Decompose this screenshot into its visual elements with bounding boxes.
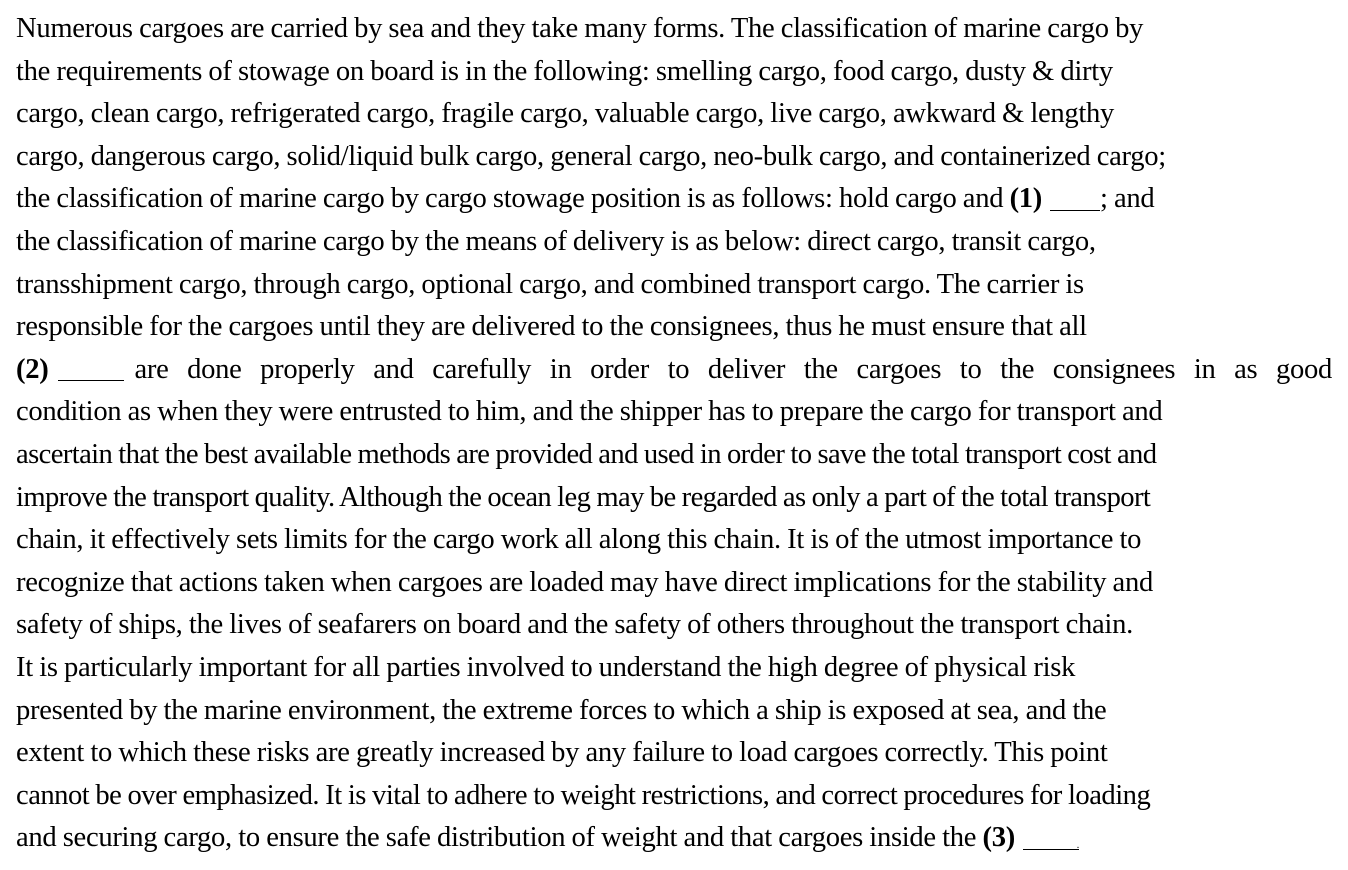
blank-label-1: (1)	[1009, 183, 1043, 215]
passage-line-5-text: the classification of marine cargo by cargo stowage position is as follows: hold cargo and	[16, 183, 1004, 215]
passage-line-14: recognize that actions taken when cargoes are loaded may have direct implications for the stability and	[16, 566, 1153, 598]
passage-line-7: transshipment cargo, through cargo, optional cargo, and combined transport cargo. The carrier is	[16, 268, 1084, 300]
answer-blank-3[interactable]	[1023, 820, 1079, 850]
passage	[16, 8, 1332, 860]
passage-line-18: extent to which these risks are greatly increased by any failure to load cargoes correctly. This point	[16, 737, 1108, 769]
passage-line-11: ascertain that the best available methods are provided and used in order to save the total transport cost and	[16, 438, 1157, 470]
passage-line-9-text: are done properly and carefully in order to deliver the cargoes to the consignees in as good	[134, 353, 1332, 385]
blank-label-2: (2)	[16, 353, 49, 385]
passage-line-5-tail: ; and	[1100, 183, 1155, 215]
passage-line-13: chain, it effectively sets limits for the cargo work all along this chain. It is of the utmost importance to	[16, 524, 1142, 556]
passage-line-12: improve the transport quality. Although the ocean leg may be regarded as only a part of the total transport	[16, 481, 1151, 513]
passage-line-4: cargo, dangerous cargo, solid/liquid bulk cargo, general cargo, neo-bulk cargo, and containerized cargo;	[16, 140, 1166, 172]
passage-line-5	[16, 178, 1332, 221]
answer-blank-2[interactable]	[58, 352, 124, 382]
passage-line-8: responsible for the cargoes until they are delivered to the consignees, thus he must ensure that all	[16, 311, 1087, 343]
passage-line-9	[16, 349, 1332, 392]
answer-blank-1[interactable]	[1050, 181, 1100, 211]
passage-line-10: condition as when they were entrusted to him, and the shipper has to prepare the cargo for transport and	[16, 396, 1163, 428]
passage-line-16: It is particularly important for all parties involved to understand the high degree of physical risk	[16, 651, 1076, 683]
passage-line-15: safety of ships, the lives of seafarers on board and the safety of others throughout the transport chain.	[16, 609, 1133, 641]
passage-line-1: Numerous cargoes are carried by sea and they take many forms. The classification of marine cargo by	[16, 13, 1144, 44]
passage-line-20	[16, 817, 1332, 860]
passage-line-20-text: and securing cargo, to ensure the safe distribution of weight and that cargoes inside the	[16, 822, 977, 854]
passage-line-2: the requirements of stowage on board is in the following: smelling cargo, food cargo, dusty & dirty	[16, 55, 1113, 87]
passage-line-6: the classification of marine cargo by the means of delivery is as below: direct cargo, transit cargo,	[16, 225, 1096, 257]
passage-line-3: cargo, clean cargo, refrigerated cargo, fragile cargo, valuable cargo, live cargo, awkward & lengthy	[16, 98, 1115, 130]
trailing-period: .	[1076, 839, 1079, 851]
passage-line-17: presented by the marine environment, the extreme forces to which a ship is exposed at sea, and the	[16, 694, 1107, 726]
passage-line-19: cannot be over emphasized. It is vital to adhere to weight restrictions, and correct procedures for loading	[16, 779, 1151, 811]
blank-label-3: (3)	[982, 822, 1015, 854]
